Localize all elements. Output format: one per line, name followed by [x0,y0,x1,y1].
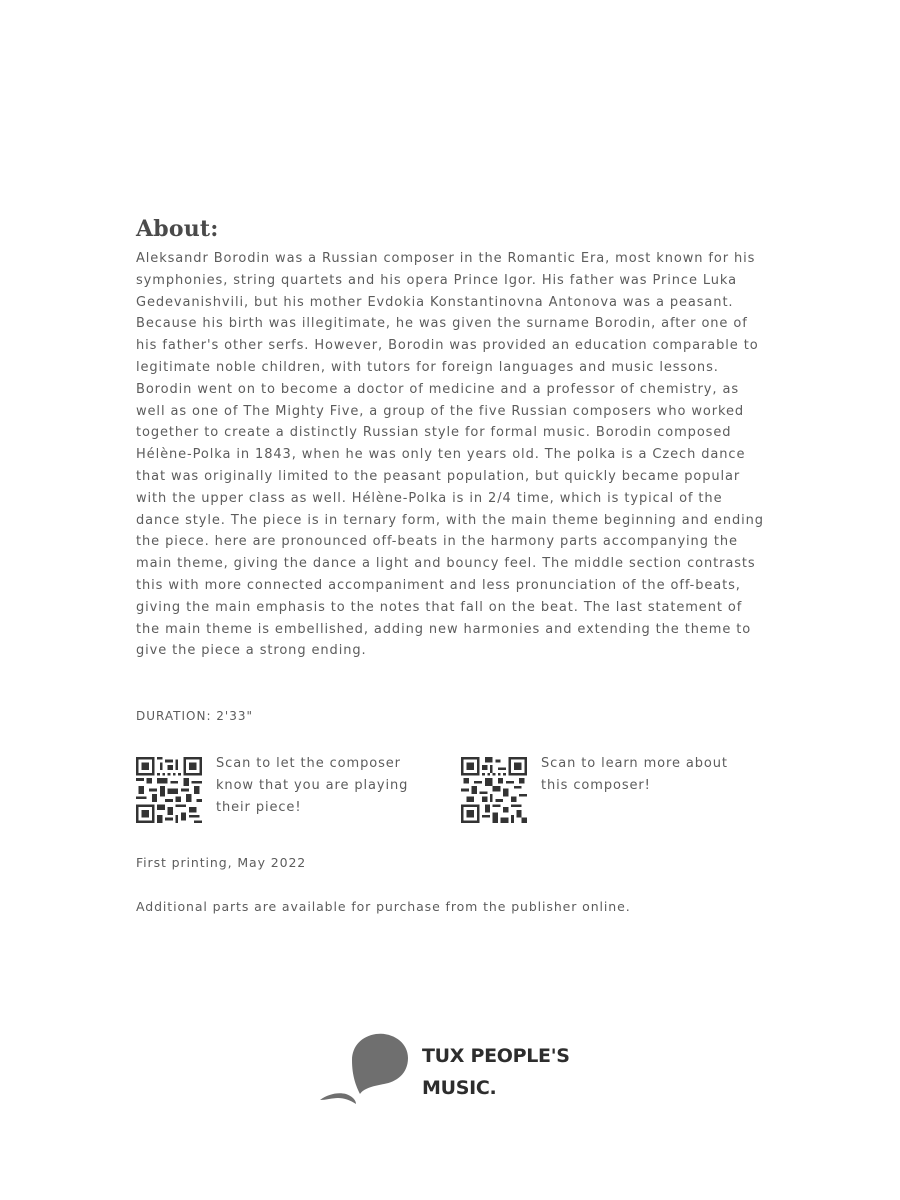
qr-block-composer-contact [136,757,426,823]
qr-code-icon[interactable] [461,757,527,823]
duration-text: DURATION: 2'33" [136,709,254,723]
about-heading: About: [136,216,219,242]
additional-parts-note: Additional parts are available for purchase from the publisher online. [136,899,631,914]
qr-caption-learn-more: Scan to learn more about this composer! [541,756,728,793]
publisher-name: TUX PEOPLE'S MUSIC. [422,1045,570,1099]
qr-code-icon[interactable] [136,757,202,823]
about-paragraph: Aleksandr Borodin was a Russian composer in the Romantic Era, most known for his symphonies, string quartets and his opera Prince Igor. His father was Prince Luka Gedevanishvili, but his mother Evdokia Konstantinovna Antonova was a peasant. Because his birth was illegitimate, he was given the surname Borodin, after one of his father's other serfs. However, Borodin was provided an education comparable to legitimate noble children, with tutors for foreign languages and music lessons. Borodin went on to become a doctor of medicine and a professor of chemistry, as well as one of The Mighty Five, a group of the five Russian composers who worked together to create a distinctly Russian style for formal music. Borodin composed Hélène-Polka in 1843, when he was only ten years old. The polka is a Czech dance that was originally limited to the peasant population, but quickly became popular with the upper class as well. Hélène-Polka is in 2/4 time, which is typical of the dance style. The piece is in ternary form, with the main theme beginning and ending the piece. here are pronounced off-beats in the harmony parts accompanying the main theme, giving the dance a light and bouncy feel. The middle section contrasts this with more connected accompaniment and less pronunciation of the off-beats, giving the main emphasis to the notes that fall on the beat. The last statement of the main theme is embellished, adding new harmonies and extending the theme to give the piece a strong ending. [136,251,764,659]
qr-caption-composer-contact: Scan to let the composer know that you are playing their piece! [216,756,409,815]
printing-note: First printing, May 2022 [136,855,307,870]
about-section [136,216,766,662]
qr-block-learn-more [461,757,751,823]
